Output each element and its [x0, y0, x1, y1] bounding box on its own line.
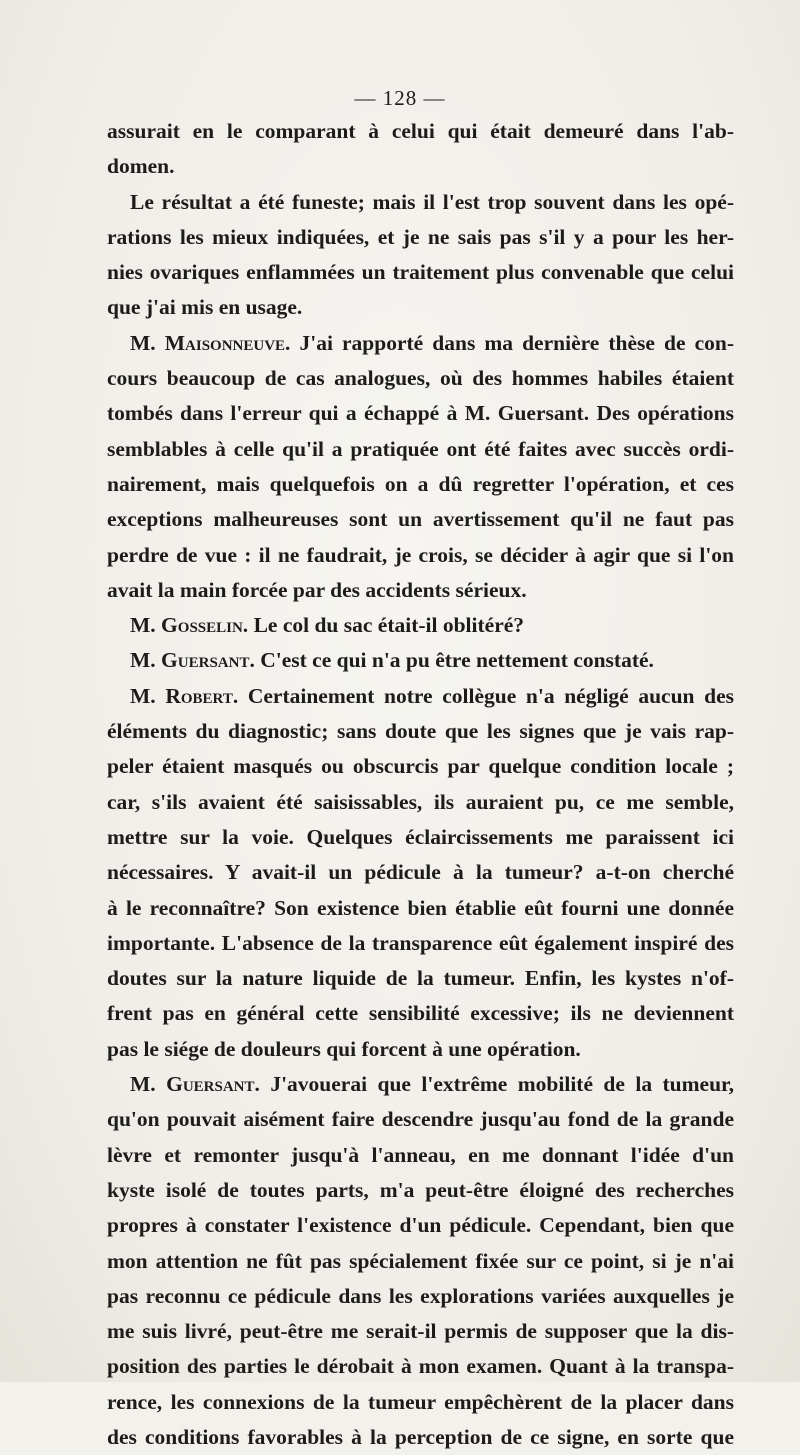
line-text: car, s'ils avaient été saisissables, ils auraient pu, ce me semble,	[107, 789, 734, 814]
text-line	[107, 1349, 734, 1384]
text-line	[107, 467, 734, 502]
line-text: rence, les connexions de la tumeur empêchèrent de la placer dans	[107, 1389, 734, 1414]
line-text: perdre de vue : il ne faudrait, je crois, se décider à agir que si l'on	[107, 542, 734, 567]
speaker-name	[130, 1072, 260, 1096]
line-text: J'avouerai que l'extrême mobilité de la tumeur,	[270, 1072, 734, 1097]
line-text: Certainement notre collègue n'a négligé aucun des	[247, 683, 734, 708]
text-line	[107, 926, 734, 961]
speaker-prefix: M.	[130, 683, 166, 708]
text-line	[107, 996, 734, 1031]
page-number: — 128 —	[354, 86, 446, 110]
line-text: avait la main forcée par des accidents sérieux.	[107, 577, 527, 602]
line-text: exceptions malheureuses sont un avertissement qu'il ne faut pas	[107, 507, 734, 532]
line-text: kyste isolé de toutes parts, m'a peut-être éloigné des recherches	[107, 1177, 734, 1202]
line-text: que j'ai mis en usage.	[107, 295, 303, 320]
speaker-surname: Gosselin.	[161, 613, 249, 638]
text-line	[107, 891, 734, 926]
speaker-surname: Guersant.	[161, 648, 255, 673]
text-line	[107, 855, 734, 890]
line-text: propres à constater l'existence d'un pédicule. Cependant, bien que	[107, 1213, 734, 1238]
text-line	[107, 361, 734, 396]
speaker-surname: Guersant.	[166, 1072, 260, 1097]
speaker-prefix: M.	[130, 330, 165, 355]
text-line	[107, 185, 734, 220]
line-text: tombés dans l'erreur qui a échappé à M. Guersant. Des opérations	[107, 401, 734, 426]
line-text: pas reconnu ce pédicule dans les explorations variées auxquelles je	[107, 1283, 734, 1308]
speaker-name	[130, 613, 248, 637]
line-text: position des parties le dérobait à mon examen. Quant à la transpa-	[107, 1354, 734, 1379]
text-line	[107, 396, 734, 431]
line-text: assurait en le comparant à celui qui était demeuré dans l'ab-	[107, 119, 734, 143]
body-text	[107, 114, 734, 1455]
line-text: qu'on pouvait aisément faire descendre jusqu'au fond de la grande	[107, 1107, 734, 1132]
line-text: éléments du diagnostic; sans doute que les signes que je vais rap-	[107, 719, 734, 744]
text-line	[107, 820, 734, 855]
speaker-prefix: M.	[130, 648, 162, 673]
line-text: peler étaient masqués ou obscurcis par quelque condition locale ;	[107, 754, 734, 779]
text-line	[107, 1138, 734, 1173]
line-text: domen.	[107, 154, 175, 179]
text-line	[107, 573, 734, 608]
text-line	[107, 679, 734, 714]
line-text: mon attention ne fût pas spécialement fixée sur ce point, si je n'ai	[107, 1248, 734, 1273]
text-line	[107, 1279, 734, 1314]
text-line	[107, 432, 734, 467]
line-text: frent pas en général cette sensibilité excessive; ils ne deviennent	[107, 1001, 734, 1026]
line-text: pas le siége de douleurs qui forcent à une opération.	[107, 1036, 581, 1061]
text-line	[107, 1314, 734, 1349]
text-line	[107, 714, 734, 749]
speaker-prefix: M.	[130, 613, 162, 638]
line-text: nairement, mais quelquefois on a dû regretter l'opération, et ces	[107, 471, 734, 496]
line-text: J'ai rapporté dans ma dernière thèse de con-	[299, 330, 734, 355]
text-line	[107, 290, 734, 325]
line-text: mettre sur la voie. Quelques éclaircissements me paraissent ici	[107, 824, 734, 849]
speaker-name	[130, 648, 255, 672]
line-text: doutes sur la nature liquide de la tumeur. Enfin, les kystes n'of-	[107, 966, 734, 991]
line-text: lèvre et remonter jusqu'à l'anneau, en me donnant l'idée d'un	[107, 1142, 734, 1167]
text-line	[107, 608, 734, 643]
line-text: rations les mieux indiquées, et je ne sais pas s'il y a pour les her-	[107, 224, 734, 249]
text-line	[107, 1102, 734, 1137]
line-text: cours beaucoup de cas analogues, où des hommes habiles étaient	[107, 366, 734, 391]
text-line	[107, 326, 734, 361]
text-line	[107, 1420, 734, 1455]
speaker-name	[130, 331, 290, 355]
speaker-surname: Robert.	[165, 683, 239, 708]
text-line	[107, 220, 734, 255]
text-line	[107, 643, 734, 678]
text-line	[107, 1385, 734, 1420]
speaker-name	[130, 684, 238, 708]
line-text: C'est ce qui n'a pu être nettement constaté.	[260, 648, 654, 673]
line-text: Le col du sac était-il oblitéré?	[253, 613, 525, 638]
text-line	[107, 1208, 734, 1243]
text-line	[107, 785, 734, 820]
line-text: me suis livré, peut-être me serait-il permis de supposer que la dis-	[107, 1319, 734, 1344]
line-text: des conditions favorables à la perception de ce signe, en sorte que	[107, 1424, 734, 1449]
text-line	[107, 749, 734, 784]
text-line	[107, 1173, 734, 1208]
line-text: nécessaires. Y avait-il un pédicule à la tumeur? a-t-on cherché	[107, 860, 734, 885]
speaker-surname: Maisonneuve.	[164, 330, 291, 355]
text-line	[107, 149, 734, 184]
speaker-prefix: M.	[130, 1072, 167, 1097]
text-line	[107, 1244, 734, 1279]
line-text: semblables à celle qu'il a pratiquée ont été faites avec succès ordi-	[107, 436, 734, 461]
text-line	[107, 538, 734, 573]
line-text: nies ovariques enflammées un traitement plus convenable que celui	[107, 260, 734, 285]
text-line	[107, 1067, 734, 1102]
text-line	[107, 1032, 734, 1067]
line-text: à le reconnaître? Son existence bien établie eût fourni une donnée	[107, 895, 734, 920]
text-line	[107, 961, 734, 996]
text-line	[107, 502, 734, 537]
text-line	[107, 114, 734, 149]
text-line	[107, 255, 734, 290]
line-text: importante. L'absence de la transparence eût également inspiré des	[107, 930, 734, 955]
line-text: Le résultat a été funeste; mais il l'est trop souvent dans les opé-	[130, 189, 734, 214]
